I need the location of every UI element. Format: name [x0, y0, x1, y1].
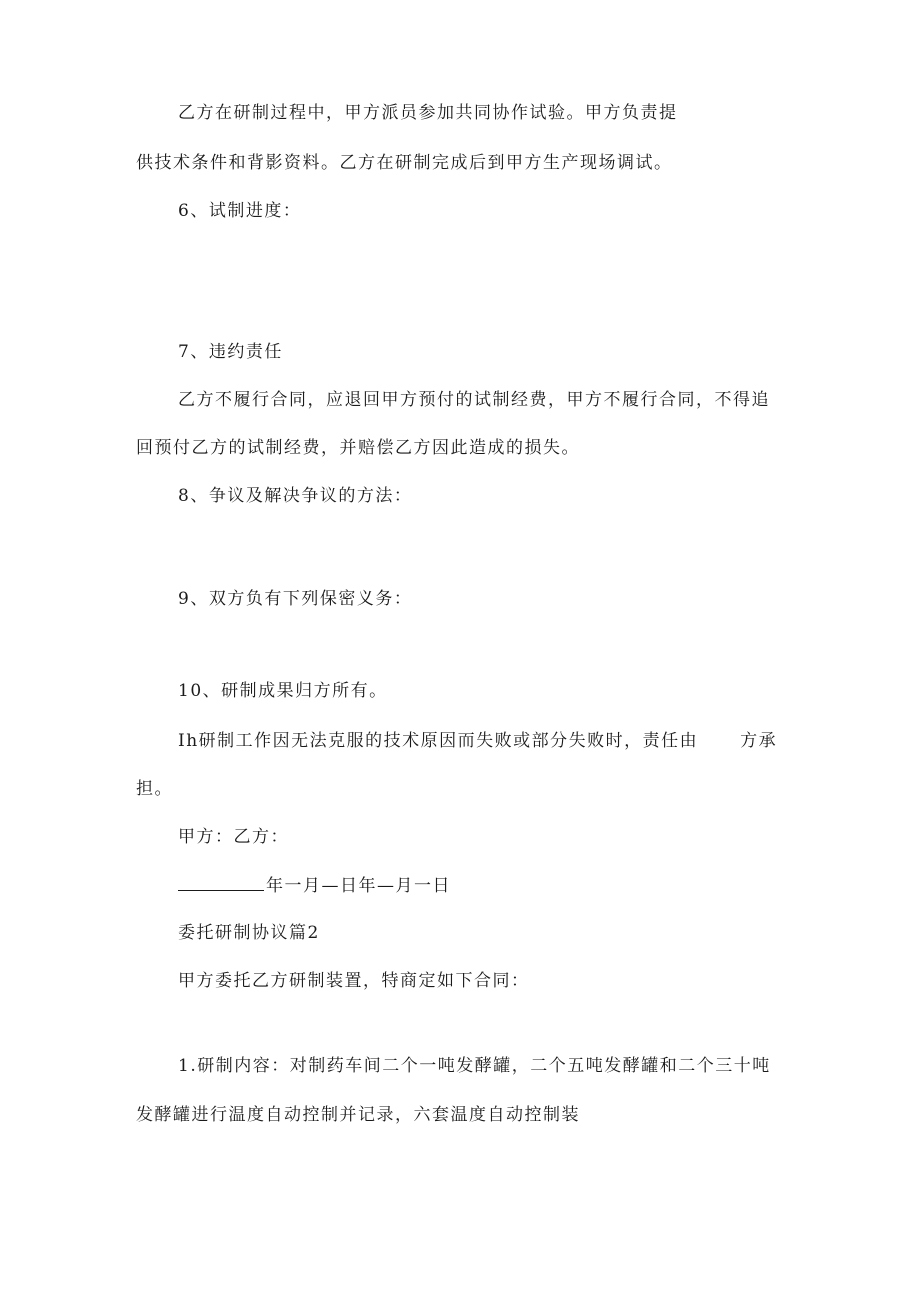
section-2-item-1-line2: 发酵罐进行温度自动控制并记录，六套温度自动控制装	[136, 1105, 580, 1125]
section-2-title: 委托研制协议篇2	[178, 923, 320, 943]
item-10-heading: 10、研制成果归方所有。	[178, 681, 388, 701]
paragraph-collaboration-line1: 乙方在研制过程中，甲方派员参加共同协作试验。甲方负责提	[178, 103, 678, 123]
date-line	[178, 874, 451, 897]
item-9-heading: 9、双方负有下列保密义务：	[178, 589, 413, 609]
item-11-text-end: 方承	[740, 731, 778, 751]
item-6-heading: 6、试制进度：	[178, 201, 302, 221]
section-2-intro: 甲方委托乙方研制装置，特商定如下合同：	[178, 971, 530, 991]
section-2-item-1-line1: 1.研制内容：对制药车间二个一吨发酵罐，二个五吨发酵罐和二个三十吨	[178, 1056, 771, 1076]
signature-parties: 甲方：乙方：	[178, 827, 289, 847]
item-7-heading: 7、违约责任	[178, 342, 283, 362]
item-11-line2: 担。	[136, 779, 173, 799]
date-blank-underline	[178, 874, 264, 891]
paragraph-collaboration-line2: 供技术条件和背影资料。乙方在研制完成后到甲方生产现场调试。	[136, 153, 673, 173]
item-8-heading: 8、争议及解决争议的方法：	[178, 486, 413, 506]
paragraph-breach-line2: 回预付乙方的试制经费，并赔偿乙方因此造成的损失。	[136, 438, 580, 458]
item-11-line1	[178, 730, 777, 752]
date-text: 年一月—日年—月一日	[266, 876, 451, 896]
paragraph-breach-line1: 乙方不履行合同，应退回甲方预付的试制经费，甲方不履行合同，不得追	[178, 390, 770, 410]
item-11-text: Ih研制工作因无法克服的技术原因而失败或部分失败时，责任由	[178, 731, 699, 751]
